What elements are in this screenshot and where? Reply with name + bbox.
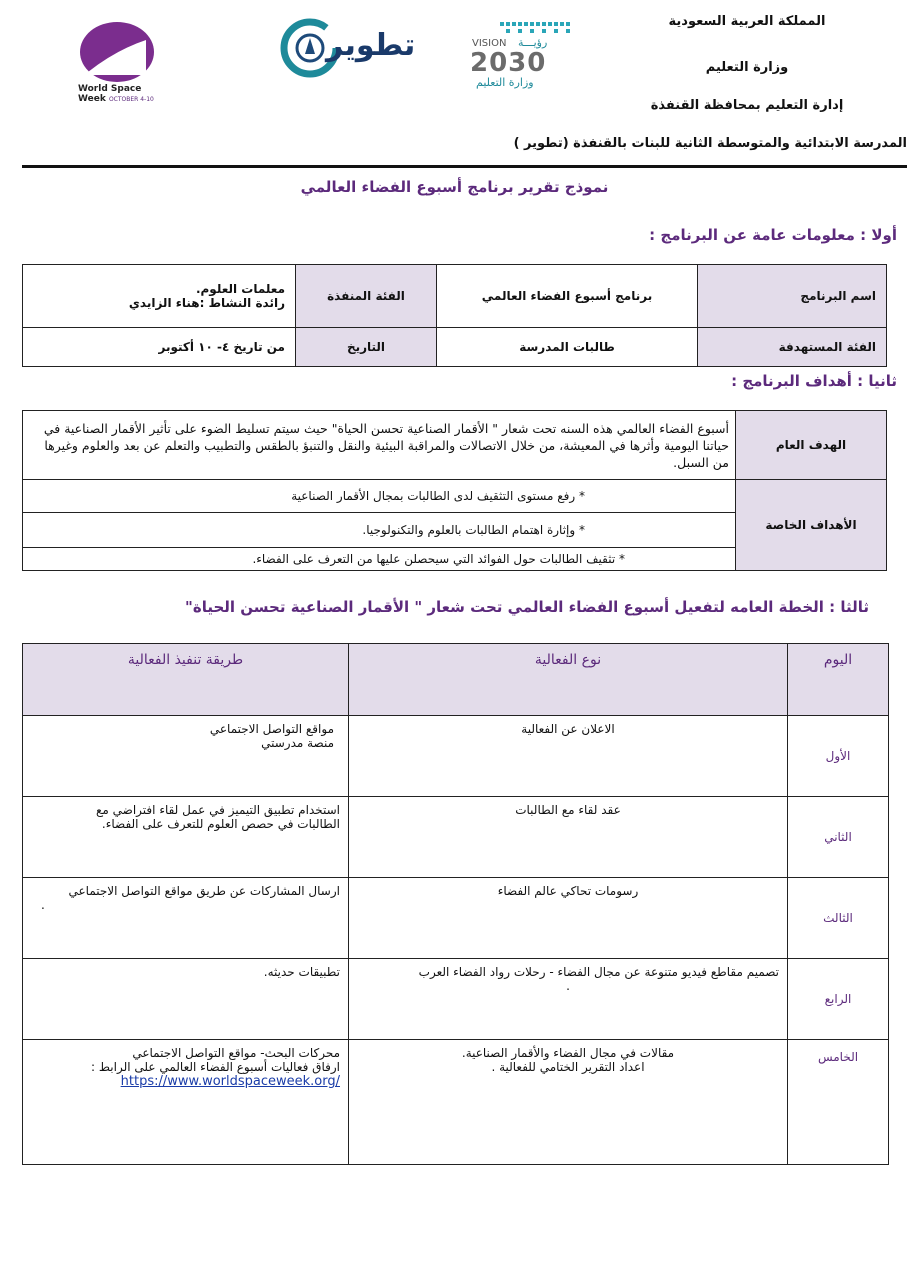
plan-table: [22, 643, 889, 1165]
specific-goal-3: * تثقيف الطالبات حول الفوائد التي سيحصلن عليها من التعرف على الفضاء.: [23, 548, 736, 571]
day-cell: الخامس: [788, 1040, 889, 1165]
specific-goal-2: * وإثارة اهتمام الطالبات بالعلوم والتكنولوجيا.: [23, 513, 736, 548]
method-cell: تطبيقات حديثه.: [23, 959, 349, 1040]
method-cell: [23, 1040, 349, 1165]
school-name: المدرسة الابتدائية والمتوسطة الثانية للبنات بالقنفذة (تطوير ): [513, 136, 907, 151]
executing-label: الفئة المنفذة: [296, 265, 437, 328]
method-line: منصة مدرستي: [261, 736, 334, 750]
vision-year: 2030: [470, 48, 547, 78]
objectives-table: [22, 410, 887, 571]
col-day-header: اليوم: [788, 644, 889, 716]
type-cell: [349, 959, 788, 1040]
report-title: نموذج تقرير برنامج أسبوع الفضاء العالمي: [300, 178, 609, 196]
table-row: [23, 878, 889, 959]
specific-goal-1: * رفع مستوى التثقيف لدى الطالبات بمجال الأقمار الصناعية: [23, 480, 736, 513]
date-value: من تاريخ ٤- ١٠ أكتوبر: [23, 328, 296, 367]
type-line: تصميم مقاطع فيديو متنوعة عن مجال الفضاء - رحلات رواد الفضاء العرب: [418, 965, 779, 979]
col-method-header: طريقة تنفيذ الفعالية: [23, 644, 349, 716]
day-cell: الثالث: [788, 878, 889, 959]
vision-ar-label: رؤيـــة: [518, 36, 548, 49]
executing-value: [23, 265, 296, 328]
ministry-label: وزارة التعليم: [705, 60, 789, 75]
table-row: [23, 959, 889, 1040]
tatweer-logo: [278, 14, 416, 84]
vision-ministry: وزارة التعليم: [476, 76, 534, 89]
method-line: ارفاق فعاليات أسبوع الفضاء العالمي على الرابط :: [91, 1060, 340, 1074]
table-row: [23, 1040, 889, 1165]
method-line: ارسال المشاركات عن طريق مواقع التواصل الاجتماعي: [68, 884, 340, 898]
section3-heading: ثالثا : الخطة العامه لتفعيل أسبوع الفضاء العالمي تحت شعار " الأقمار الصناعية تحسن الحياة": [185, 598, 869, 616]
directorate-label: إدارة التعليم بمحافظة القنفذة: [650, 98, 844, 113]
executing-value-line1: معلمات العلوم.: [195, 282, 285, 296]
type-line: مقالات في مجال الفضاء والأقمار الصناعية.: [461, 1046, 675, 1060]
vision-2030-logo: [466, 20, 578, 92]
day-cell: الرابع: [788, 959, 889, 1040]
section1-heading: أولا : معلومات عامة عن البرنامج :: [649, 226, 897, 244]
table-row: [23, 797, 889, 878]
world-space-week-text: [78, 84, 154, 105]
section2-heading: ثانيا : أهداف البرنامج :: [731, 372, 897, 390]
day-cell: الثاني: [788, 797, 889, 878]
date-label: التاريخ: [296, 328, 437, 367]
program-name-label: اسم البرنامج: [698, 265, 887, 328]
method-cell: [23, 797, 349, 878]
program-name-value: برنامج أسبوع الفضاء العالمي: [437, 265, 698, 328]
type-line: .: [566, 979, 570, 993]
method-line: محركات البحث- مواقع التواصل الاجتماعي: [132, 1046, 340, 1060]
method-line: مواقع التواصل الاجتماعي: [209, 722, 334, 736]
general-info-table: [22, 264, 887, 367]
header-divider: [22, 165, 907, 168]
type-cell: الاعلان عن الفعالية: [349, 716, 788, 797]
col-type-header: نوع الفعالية: [349, 644, 788, 716]
type-line: اعداد التقرير الختامي للفعالية .: [491, 1060, 645, 1074]
method-cell: [23, 716, 349, 797]
wsw-line1: World Space: [78, 84, 142, 94]
vision-en-label: VISION: [472, 38, 507, 49]
general-goal-text: أسبوع الفضاء العالمي هذه السنه تحت شعار " الأقمار الصناعية تحسن الحياة" حيث سيتم تسليط الضوء على تأثير الأقمار الصناعية في حياتنا اليومية وأثرها في المعيشة، من خلال الاتصالات والمراقبة البيئية والنقل والتنبؤ بالطقس والتطبيب والتعلم عن بعد والعلوم وغيرها من السبل.: [23, 411, 736, 480]
type-cell: عقد لقاء مع الطالبات: [349, 797, 788, 878]
specific-goals-label: الأهداف الخاصة: [736, 480, 887, 571]
target-label: الفئة المستهدفة: [698, 328, 887, 367]
wsw-line2: Week: [78, 94, 106, 104]
type-cell: [349, 1040, 788, 1165]
target-value: طالبات المدرسة: [437, 328, 698, 367]
kingdom-label: المملكة العربية السعودية: [668, 14, 826, 29]
method-cell: [23, 878, 349, 959]
method-line: استخدام تطبيق التيميز في عمل لقاء افتراضي مع: [96, 803, 340, 817]
method-line: الطالبات في حصص العلوم للتعرف على الفضاء.: [101, 817, 340, 831]
table-row: [23, 716, 889, 797]
wsw-dates: OCTOBER 4-10: [108, 96, 154, 103]
tatweer-wordmark: تطوير: [326, 28, 416, 63]
method-line: .: [41, 898, 45, 912]
executing-value-line2: رائدة النشاط :هناء الزايدي: [128, 296, 285, 310]
type-cell: رسومات تحاكي عالم الفضاء: [349, 878, 788, 959]
worldspaceweek-link[interactable]: https://www.worldspaceweek.org/: [120, 1074, 340, 1089]
day-cell: الأول: [788, 716, 889, 797]
general-goal-label: الهدف العام: [736, 411, 887, 480]
